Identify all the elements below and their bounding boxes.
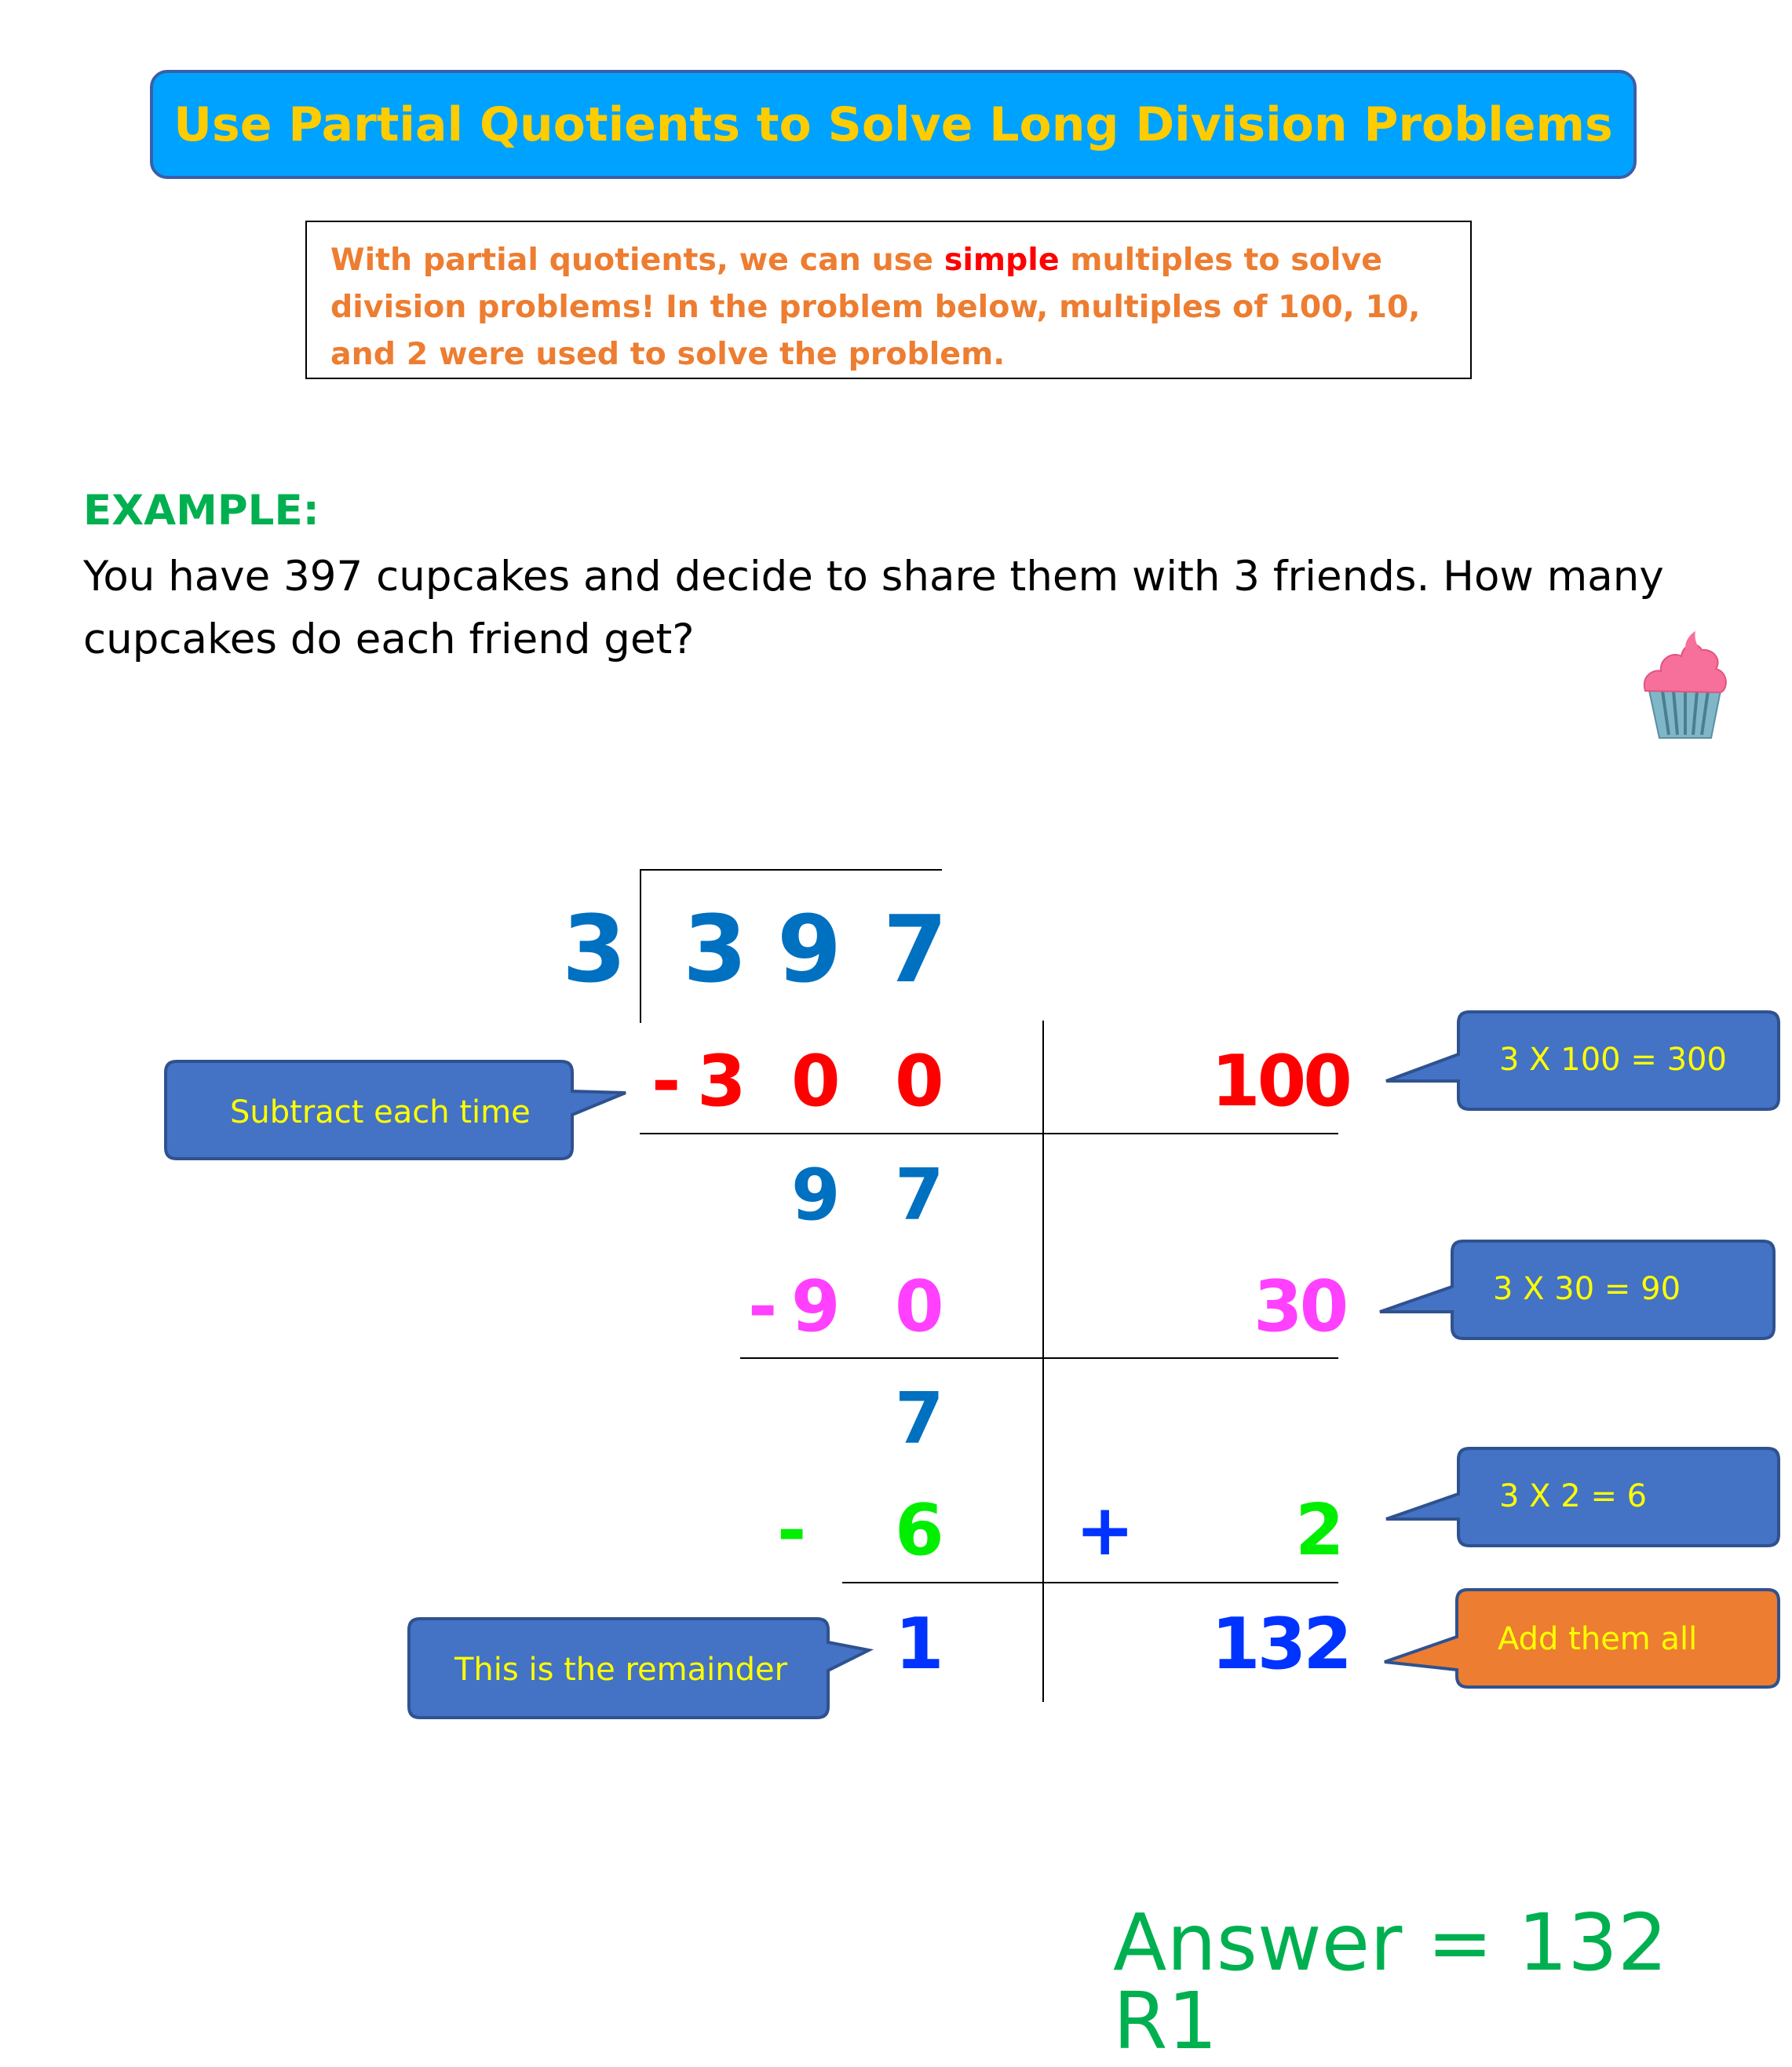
remainder-digit: 9 [791,1154,841,1236]
callout-remainder-text: This is the remainder [454,1652,788,1688]
dividend-digit: 7 [883,895,948,1003]
step2-digit: 9 [791,1265,841,1348]
step2-digit: 0 [895,1265,944,1348]
division-bracket-top [640,869,942,871]
example-label: EXAMPLE: [83,487,319,535]
intro-highlight: simple [943,242,1060,278]
step2-quotient: 30 [1254,1265,1346,1348]
callout-mult2 [1375,1240,1776,1342]
total-quotient: 132 [1211,1603,1349,1685]
subtraction-line [740,1357,1338,1359]
dividend-digit: 9 [777,895,842,1003]
step3-digit: 6 [895,1489,944,1572]
callout-mult2-text: 3 X 30 = 90 [1493,1271,1681,1307]
step1-quotient: 100 [1211,1040,1349,1123]
intro-text-end: multiples to solve division problems! In the problem below, multiples of 100, 10, and 2 were used to solve the problem. [330,242,1421,372]
remainder-digit: 7 [895,1154,944,1236]
divisor: 3 [562,895,627,1003]
remainder-digit: 7 [895,1378,944,1460]
step2-minus: - [748,1265,778,1348]
callout-mult1 [1381,1010,1782,1112]
step1-minus: - [651,1040,681,1123]
step1-digit: 0 [791,1040,841,1123]
dividend-digit: 3 [683,895,748,1003]
page-title: Use Partial Quotients to Solve Long Division Problems [173,97,1613,152]
answer: Answer = 132 R1 [1113,1897,1668,2067]
callout-subtract [162,1060,633,1162]
final-remainder: 1 [895,1603,944,1685]
callout-subtract-text: Subtract each time [230,1094,531,1130]
intro-box [305,221,1472,379]
step1-digit: 0 [895,1040,944,1123]
intro-text [330,236,1448,378]
callout-add-text: Add them all [1498,1621,1698,1657]
plus-sign: + [1075,1489,1135,1572]
callout-remainder [406,1617,877,1721]
callout-add [1380,1588,1783,1692]
title-banner [150,70,1637,179]
subtraction-line [842,1582,1338,1583]
step3-minus: - [777,1489,807,1572]
division-bracket-vertical [640,870,641,1023]
step1-digit: 3 [697,1040,746,1123]
callout-mult3 [1381,1447,1782,1549]
cupcake-icon [1641,628,1731,744]
step3-quotient: 2 [1295,1489,1345,1572]
intro-text-start: With partial quotients, we can use [330,242,944,278]
callout-mult3-text: 3 X 2 = 6 [1499,1478,1648,1514]
quotient-column-divider [1042,1021,1044,1702]
subtraction-line [640,1133,1338,1134]
problem-text: You have 397 cupcakes and decide to share them with 3 friends. How many cupcakes do each friend get? [83,553,1664,663]
callout-mult1-text: 3 X 100 = 300 [1499,1042,1727,1078]
